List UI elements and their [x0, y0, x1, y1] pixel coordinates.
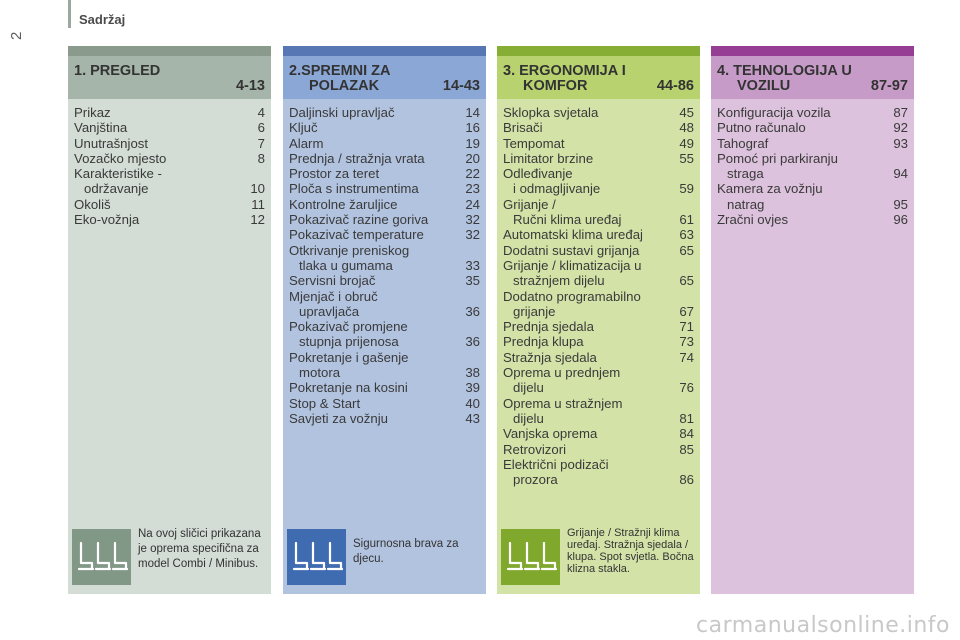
toc-entry[interactable]	[717, 136, 908, 151]
toc-entry-label: Prikaz	[74, 105, 111, 120]
toc-entry[interactable]	[74, 166, 265, 197]
toc-entry-label-continued: i odmagljivanje	[513, 181, 601, 197]
toc-entry[interactable]	[503, 319, 694, 334]
toc-entry-page: 67	[679, 303, 694, 319]
toc-entry-label: Kamera za vožnju	[717, 181, 823, 197]
toc-entry[interactable]	[74, 151, 265, 166]
toc-entry[interactable]	[289, 396, 480, 411]
toc-entry[interactable]	[74, 197, 265, 212]
toc-entry-page: 36	[465, 334, 480, 350]
toc-entry-page: 81	[679, 410, 694, 426]
toc-entry-label: Unutrašnjost	[74, 135, 149, 151]
toc-entry[interactable]	[289, 105, 480, 120]
section-color-bar	[711, 46, 914, 56]
toc-entry[interactable]	[717, 212, 908, 227]
section-pages: 14-43	[442, 78, 480, 94]
toc-entry[interactable]	[503, 197, 694, 228]
toc-entry-label: Eko-vožnja	[74, 212, 140, 228]
toc-entry-page: 6	[257, 120, 265, 136]
toc-entry[interactable]	[289, 380, 480, 395]
toc-entry-label: Pomoć pri parkiranju	[717, 150, 838, 166]
toc-entry-page: 48	[679, 120, 694, 136]
section-color-bar	[68, 46, 271, 56]
toc-entry-label-continued: prozora	[513, 472, 558, 488]
toc-entry-label: Ploča s instrumentima	[289, 181, 419, 197]
toc-entry-label: Brisači	[503, 120, 543, 136]
toc-section-tehnologija-u-vozilu	[711, 46, 914, 594]
toc-entry-label: Pokazivač razine goriva	[289, 212, 429, 228]
toc-entry-label: Karakteristike -	[74, 166, 162, 182]
toc-entry-page: 55	[679, 150, 694, 166]
toc-entry[interactable]	[289, 243, 480, 274]
toc-entry-page: 24	[465, 196, 480, 212]
toc-entry-label: Prednja / stražnja vrata	[289, 150, 425, 166]
toc-entry-page: 39	[465, 380, 480, 396]
toc-entry-page: 14	[465, 105, 480, 120]
toc-entry-page: 38	[465, 365, 480, 381]
toc-entry-label: Vanjska oprema	[503, 426, 598, 442]
toc-entry[interactable]	[717, 151, 908, 182]
info-note	[501, 523, 696, 585]
section-title: 2.SPREMNI ZA	[289, 63, 391, 79]
note-text: Grijanje / Stražnji klima uređaj. Stražnja sjedala / klupa. Spot svjetla. Bočna klizna stakla.	[567, 527, 694, 575]
toc-entry-label: Električni podizači	[503, 456, 609, 472]
note-text: Sigurnosna brava za djecu.	[353, 538, 459, 565]
toc-entry-label: Prednja klupa	[503, 334, 584, 350]
toc-entry-label-continued: održavanje	[84, 181, 149, 197]
toc-entry[interactable]	[503, 350, 694, 365]
toc-entry[interactable]	[289, 350, 480, 381]
section-color-bar	[283, 46, 486, 56]
toc-entry-page: 11	[251, 196, 265, 212]
toc-entry-page: 16	[465, 120, 480, 136]
toc-entry-label: Savjeti za vožnju	[289, 410, 388, 426]
toc-entry[interactable]	[503, 166, 694, 197]
toc-entry-label: Ključ	[289, 120, 318, 136]
toc-entry-page: 8	[257, 150, 265, 166]
toc-entry-page: 4	[257, 105, 265, 120]
toc-entry-label: Vozačko mjesto	[74, 150, 167, 166]
seats-icon	[287, 529, 346, 585]
toc-entry[interactable]	[74, 105, 265, 120]
toc-entry-page: 36	[465, 303, 480, 319]
toc-section-ergonomija-i-komfor	[497, 46, 700, 594]
toc-entry-page: 65	[679, 273, 694, 289]
section-title-line2: POLAZAK	[309, 78, 380, 94]
toc-entry-label: Putno računalo	[717, 120, 806, 136]
toc-entry-page: 95	[893, 196, 908, 212]
toc-entry[interactable]	[717, 181, 908, 212]
toc-entry[interactable]	[503, 136, 694, 151]
toc-entry[interactable]	[717, 105, 908, 120]
toc-entry-label: Okoliš	[74, 196, 111, 212]
toc-entry-page: 65	[679, 242, 694, 258]
toc-entry-page: 7	[257, 135, 265, 151]
toc-entry-page: 76	[679, 380, 694, 396]
toc-entry-page: 40	[465, 395, 480, 411]
toc-entry-page: 23	[465, 181, 480, 197]
toc-entry-label: Pokretanje i gašenje	[289, 349, 409, 365]
info-note	[287, 523, 482, 585]
toc-section-spremni-za-polazak	[283, 46, 486, 594]
toc-entry-page: 32	[465, 212, 480, 228]
toc-entry-label: Oprema u stražnjem	[503, 395, 623, 411]
toc-entry[interactable]	[503, 334, 694, 349]
toc-entry-page: 32	[465, 227, 480, 243]
page-title: Sadržaj	[79, 12, 126, 27]
seats-icon	[72, 529, 131, 585]
toc-entry[interactable]	[503, 120, 694, 135]
section-title-line2: KOMFOR	[523, 78, 588, 94]
toc-entry-label-continued: straga	[727, 166, 764, 182]
toc-entry-page: 87	[893, 105, 908, 120]
toc-entry[interactable]	[503, 365, 694, 396]
toc-entry-label: Otkrivanje preniskog	[289, 242, 410, 258]
toc-entry-label-continued: upravljača	[299, 303, 360, 319]
section-title: 4. TEHNOLOGIJA U	[717, 63, 852, 79]
toc-entry[interactable]	[503, 243, 694, 258]
toc-entry-label: Mjenjač i obruč	[289, 288, 378, 304]
toc-entry-label: Pokretanje na kosini	[289, 380, 408, 396]
toc-entry[interactable]	[503, 105, 694, 120]
toc-entry-page: 85	[679, 441, 694, 457]
toc-entry[interactable]	[289, 136, 480, 151]
toc-entry-label: Tempomat	[503, 135, 565, 151]
toc-entry[interactable]	[289, 212, 480, 227]
toc-entry-page: 74	[679, 349, 694, 365]
toc-entry[interactable]	[503, 457, 694, 488]
toc-section-pregled	[68, 46, 271, 594]
toc-entry-page: 92	[893, 120, 908, 136]
toc-entry-label-continued: natrag	[727, 196, 765, 212]
toc-entry-label-continued: motora	[299, 365, 341, 381]
toc-entry-label-continued: dijelu	[513, 410, 544, 426]
section-header[interactable]	[68, 56, 271, 99]
toc-entry-page: 96	[893, 212, 908, 228]
toc-entry-label: Limitator brzine	[503, 150, 594, 166]
toc-entry-page: 93	[893, 135, 908, 151]
toc-entry-page: 43	[465, 410, 480, 426]
section-header[interactable]	[283, 56, 486, 99]
toc-entry-label: Dodatni sustavi grijanja	[503, 242, 640, 258]
section-pages: 4-13	[235, 78, 265, 94]
toc-entry-label: Daljinski upravljač	[289, 105, 395, 120]
toc-entry[interactable]	[289, 181, 480, 196]
toc-entry-label: Dodatno programabilno	[503, 288, 641, 304]
toc-entry-label: Sklopka svjetala	[503, 105, 599, 120]
toc-entry[interactable]	[503, 426, 694, 441]
toc-entry-label: Automatski klima uređaj	[503, 227, 643, 243]
toc-entry-label: Kontrolne žaruljice	[289, 196, 398, 212]
toc-entry-label: Retrovizori	[503, 441, 567, 457]
toc-entry-page: 12	[250, 212, 265, 228]
section-header[interactable]	[711, 56, 914, 99]
note-text: Na ovoj sličici prikazana je oprema specifična za model Combi / Minibus.	[138, 528, 261, 570]
toc-entry-label: Servisni brojač	[289, 273, 376, 289]
toc-entry-label: Tahograf	[717, 135, 769, 151]
toc-entry-page: 84	[679, 426, 694, 442]
toc-entry[interactable]	[289, 120, 480, 135]
toc-entry-page: 71	[679, 319, 694, 335]
toc-list	[711, 99, 914, 227]
toc-entry-label: Pokazivač temperature	[289, 227, 424, 243]
toc-entry-label: Pokazivač promjene	[289, 319, 408, 335]
header-rule	[68, 0, 71, 28]
toc-entry-label: Oprema u prednjem	[503, 365, 621, 381]
seats-icon	[501, 529, 560, 585]
toc-entry-page: 61	[679, 212, 694, 228]
toc-entry[interactable]	[289, 273, 480, 288]
section-title-line2: VOZILU	[737, 78, 791, 94]
toc-entry[interactable]	[289, 227, 480, 242]
toc-entry[interactable]	[503, 258, 694, 289]
page-number: 2	[8, 31, 25, 40]
toc-entry-page: 33	[465, 257, 480, 273]
toc-entry-label-continued: tlaka u gumama	[299, 257, 393, 273]
toc-entry[interactable]	[503, 227, 694, 242]
toc-entry[interactable]	[503, 289, 694, 320]
toc-entry-label: Prednja sjedala	[503, 319, 594, 335]
section-color-bar	[497, 46, 700, 56]
toc-entry-label: Odleđivanje	[503, 166, 573, 182]
toc-entry-label: Konfiguracija vozila	[717, 105, 831, 120]
toc-entry-page: 49	[679, 135, 694, 151]
toc-entry-page: 86	[679, 472, 694, 488]
toc-entry[interactable]	[289, 197, 480, 212]
toc-entry-label: Stop & Start	[289, 395, 361, 411]
section-title: 1. PREGLED	[74, 63, 161, 79]
toc-entry-label: Grijanje / klimatizacija u	[503, 257, 642, 273]
toc-entry[interactable]	[717, 120, 908, 135]
toc-entry-page: 63	[679, 227, 694, 243]
toc-entry[interactable]	[503, 396, 694, 427]
toc-entry-page: 22	[465, 166, 480, 182]
toc-entry-label: Prostor za teret	[289, 166, 380, 182]
section-pages: 87-97	[870, 78, 908, 94]
toc-list	[283, 99, 486, 426]
toc-entry-page: 19	[465, 135, 480, 151]
toc-entry[interactable]	[289, 319, 480, 350]
toc-entry-label: Vanjština	[74, 120, 128, 136]
section-pages: 44-86	[656, 78, 694, 94]
toc-entry-page: 35	[465, 273, 480, 289]
toc-entry-page: 20	[465, 150, 480, 166]
toc-entry-page: 94	[893, 166, 908, 182]
section-title: 3. ERGONOMIJA I	[503, 63, 626, 79]
toc-entry[interactable]	[289, 411, 480, 426]
toc-entry-page: 59	[679, 181, 694, 197]
toc-list	[68, 99, 271, 227]
toc-entry[interactable]	[289, 166, 480, 181]
toc-entry[interactable]	[289, 151, 480, 166]
toc-entry-label-continued: grijanje	[513, 303, 556, 319]
toc-entry[interactable]	[74, 136, 265, 151]
toc-entry[interactable]	[74, 212, 265, 227]
info-note	[72, 523, 267, 585]
toc-entry-label: Alarm	[289, 135, 324, 151]
toc-entry[interactable]	[503, 442, 694, 457]
toc-list	[497, 99, 700, 487]
toc-entry-label: Zračni ovjes	[717, 212, 789, 228]
toc-entry-label: Stražnja sjedala	[503, 349, 597, 365]
toc-entry[interactable]	[503, 151, 694, 166]
toc-entry-label-continued: dijelu	[513, 380, 544, 396]
toc-entry-label-continued: stupnja prijenosa	[299, 334, 399, 350]
toc-entry-label: Grijanje /	[503, 196, 556, 212]
toc-entry-page: 10	[250, 181, 265, 197]
toc-entry-page: 73	[679, 334, 694, 350]
toc-entry-label-continued: stražnjem dijelu	[513, 273, 605, 289]
toc-entry-label-continued: Ručni klima uređaj	[513, 212, 622, 228]
toc-entry[interactable]	[74, 120, 265, 135]
section-header[interactable]	[497, 56, 700, 99]
watermark: carmanualsonline.info	[696, 613, 950, 638]
toc-entry-page: 45	[679, 105, 694, 120]
toc-entry[interactable]	[289, 289, 480, 320]
